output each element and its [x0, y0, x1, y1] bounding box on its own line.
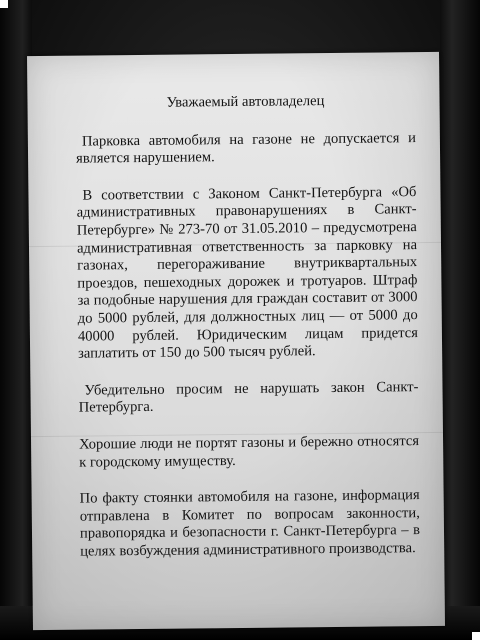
dark-background-right [440, 0, 480, 640]
notice-paragraph-good-people: Хорошие люди не портят газоны и бережно относятся к городскому имуществу. [78, 432, 420, 471]
notice-paragraph-parking: Парковка автомобиля на газоне не допускается и является нарушением. [76, 129, 416, 167]
notice-paragraph-committee: По факту стоянки автомобиля на газоне, информация отправлена в Комитет по вопросам законности, правопорядка и безопасности г. Санкт-Петербурга – в целях возбуждения административного производства. [79, 487, 421, 560]
notice-heading: Уважаемый автовладелец [166, 93, 325, 111]
notice-text-block [75, 92, 420, 580]
notice-paragraph-law: В соответствии с Законом Санкт-Петербурга «Об административных правонарушениях в Санкт-Петербурге» № 273-70 от 31.05.2010 – предусмотрена административная ответственность за парковку на газонах, перегораживание внутриквартальных проездов, пешеходных дорожек и тротуаров. Штраф за подобные нарушения для граждан составит от 3000 до 5000 рублей, для должностных лиц — от 5000 до 40000 рублей. Юридическим лицам придется заплатить от 150 до 500 тысяч рублей. [76, 183, 419, 362]
notice-paragraph-request: Убедительно просим не нарушать закон Санкт-Петербурга. [78, 378, 419, 416]
photo-corner-artifact [0, 0, 8, 8]
paper-notice [27, 52, 445, 630]
photo-corner-artifact [472, 632, 480, 640]
